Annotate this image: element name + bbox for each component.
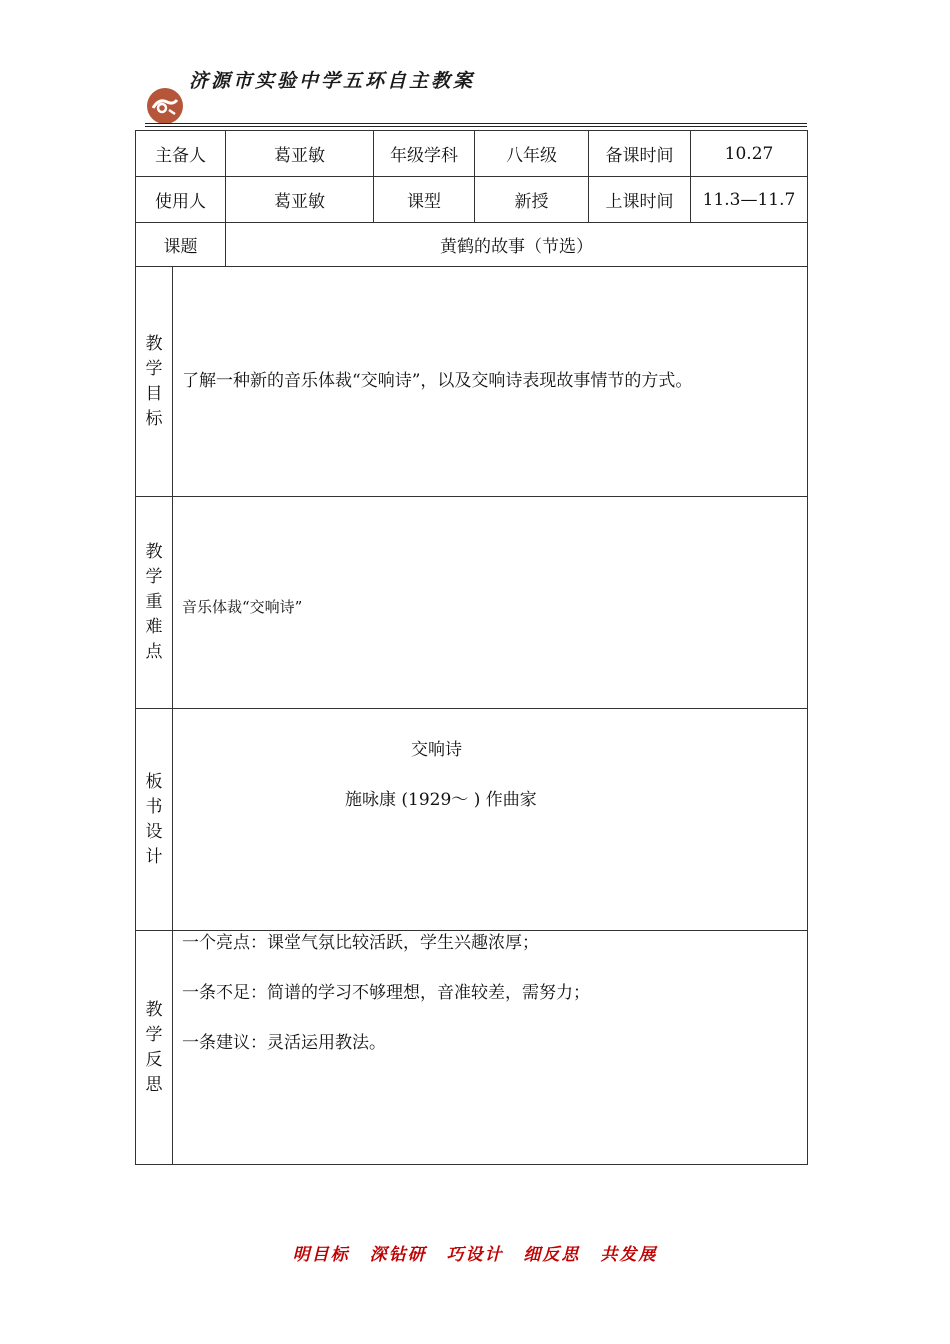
school-title: 济源市实验中学五环自主教案: [189, 70, 476, 92]
motto-item: 细反思: [523, 1245, 581, 1265]
board-line-1: 交响诗: [411, 740, 462, 760]
topic-label: 课题: [136, 223, 226, 267]
table-row: [136, 709, 808, 931]
table-row: [136, 931, 808, 1165]
lesson-type-label: 课型: [374, 177, 475, 223]
table-row: [136, 497, 808, 709]
user-value: 葛亚敏: [226, 177, 374, 223]
reflection-line-2: 一条不足：简谱的学习不够理想，音准较差，需努力；: [182, 983, 590, 1003]
grade-subject-label: 年级学科: [374, 131, 475, 177]
footer-motto: [0, 1240, 950, 1265]
class-time-label: 上课时间: [589, 177, 691, 223]
header-rule-top: [145, 123, 807, 124]
preparer-label: 主备人: [136, 131, 226, 177]
board-label: 板 书 设 计: [136, 709, 173, 931]
prep-time-value: 10.27: [691, 131, 808, 177]
table-row: [136, 267, 808, 497]
keypoints-label: 教 学 重 难 点: [136, 497, 173, 709]
motto-item: 共发展: [600, 1245, 658, 1265]
header-rule-bottom: [145, 126, 807, 127]
prep-time-label: 备课时间: [589, 131, 691, 177]
table-row: [136, 131, 808, 177]
keypoints-text: 音乐体裁“交响诗”: [173, 497, 808, 709]
table-row: [136, 177, 808, 223]
reflection-line-1: 一个亮点：课堂气氛比较活跃，学生兴趣浓厚；: [182, 933, 539, 953]
lesson-plan-table: [135, 130, 808, 1165]
board-line-2: 施咏康 (1929～ ) 作曲家: [345, 790, 537, 810]
page-header: [145, 62, 807, 128]
reflection-line-3: 一条建议：灵活运用教法。: [182, 1033, 386, 1053]
motto-item: 明目标: [292, 1245, 350, 1265]
school-logo-icon: [145, 86, 185, 126]
preparer-value: 葛亚敏: [226, 131, 374, 177]
class-time-value: 11.3—11.7: [691, 177, 808, 223]
topic-value: 黄鹤的故事（节选）: [226, 223, 808, 267]
motto-item: 深钻研: [369, 1245, 427, 1265]
reflection-text: [173, 931, 808, 1165]
motto-item: 巧设计: [446, 1245, 504, 1265]
goals-label: 教 学 目 标: [136, 267, 173, 497]
grade-subject-value: 八年级: [475, 131, 589, 177]
table-row: [136, 223, 808, 267]
lesson-type-value: 新授: [475, 177, 589, 223]
reflection-label: 教 学 反 思: [136, 931, 173, 1165]
board-design: [173, 709, 808, 931]
user-label: 使用人: [136, 177, 226, 223]
goals-text: 了解一种新的音乐体裁“交响诗”，以及交响诗表现故事情节的方式。: [173, 267, 808, 497]
